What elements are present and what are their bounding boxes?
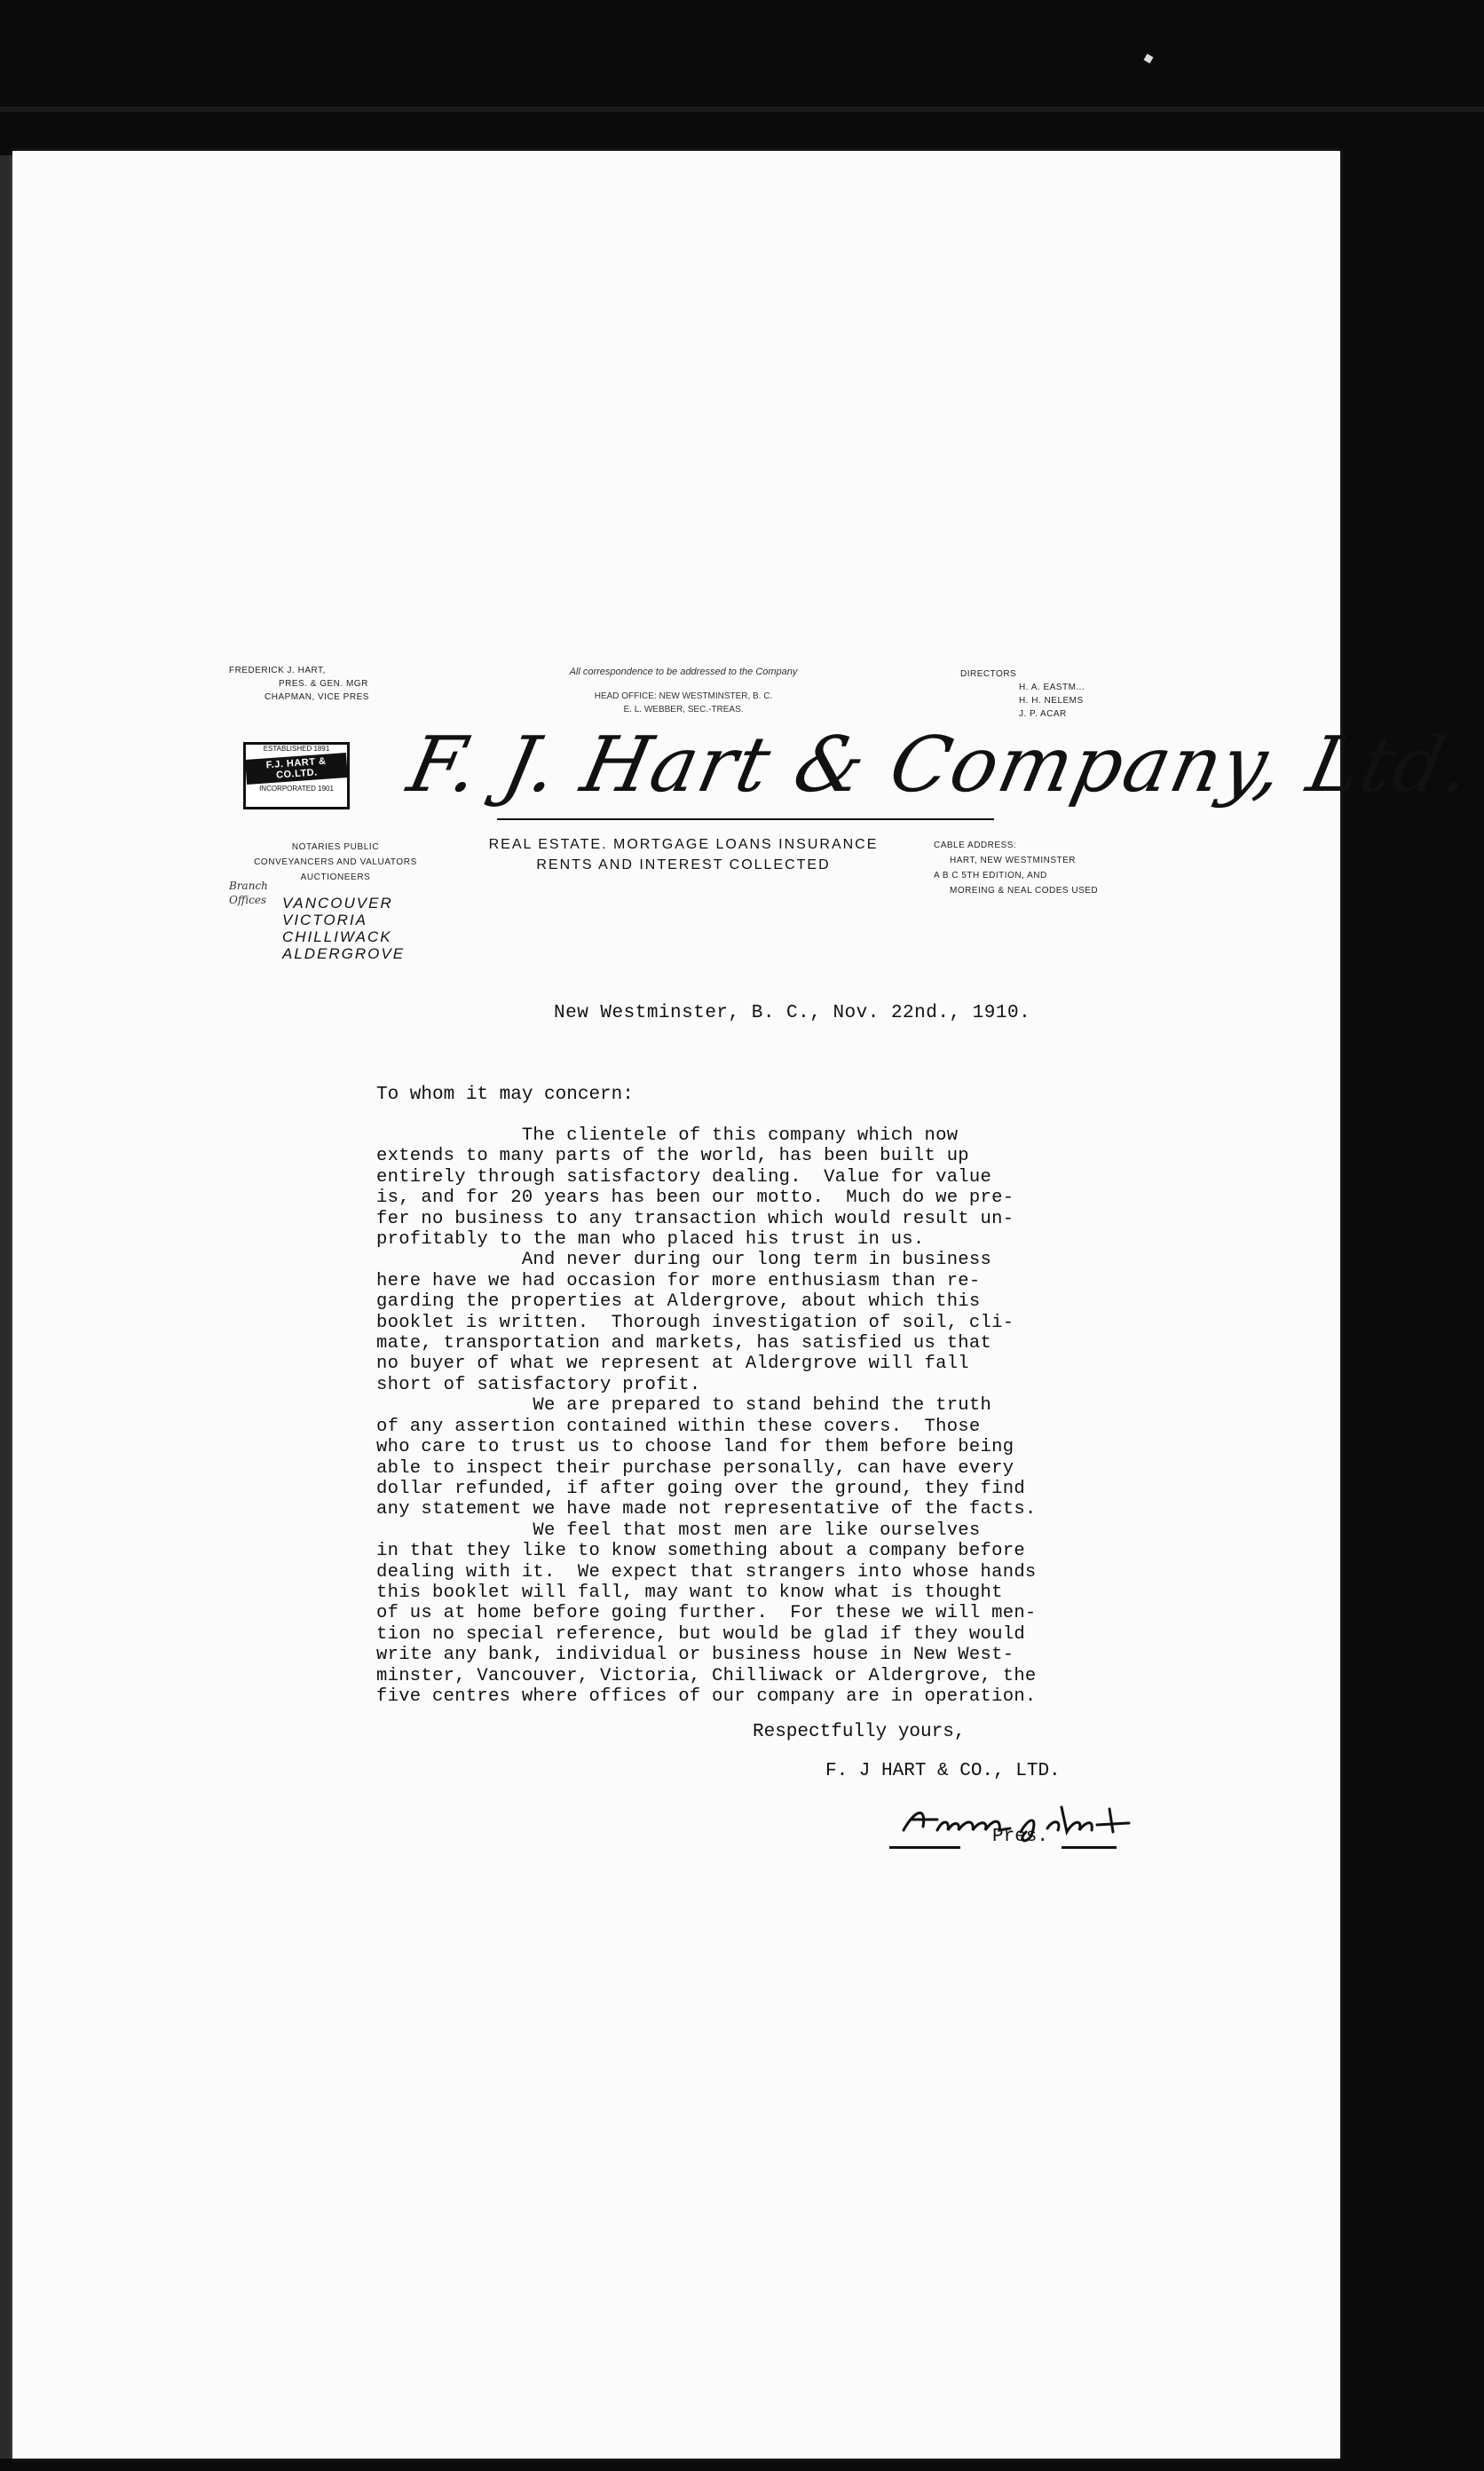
profession-line: AUCTIONEERS	[300, 872, 371, 882]
body-line: minster, Vancouver, Victoria, Chilliwack or Aldergrove, the	[376, 1665, 1037, 1686]
body-line: who care to trust us to choose land for them before being	[376, 1437, 1014, 1458]
body-line: write any bank, individual or business house in New West-	[376, 1645, 1014, 1666]
letter-body	[376, 1125, 1113, 1707]
body-line: of any assertion contained within these covers. Those	[376, 1416, 981, 1437]
signature-rule	[889, 1846, 960, 1849]
branch-item: CHILLIWACK	[282, 928, 392, 945]
body-line: this booklet will fall, may want to know what is thought	[376, 1582, 1003, 1603]
cable-block	[934, 838, 1182, 898]
logo-underline	[497, 818, 994, 820]
body-line: entirely through satisfactory dealing. Value for value	[376, 1166, 992, 1188]
director-name: J. P. ACAR	[1019, 709, 1067, 719]
page-edge-shadow	[0, 155, 12, 2459]
branch-label: Branch Offices	[229, 880, 268, 906]
signer-title: Pres.	[992, 1827, 1049, 1847]
body-line: And never during our long term in business	[376, 1250, 992, 1271]
stamp-established: ESTABLISHED 1891	[263, 745, 330, 753]
body-line: booklet is written. Thorough investigation of soil, cli-	[376, 1312, 1014, 1333]
closing: Respectfully yours,	[753, 1722, 966, 1742]
body-line: any statement we have made not representative of the facts.	[376, 1499, 1037, 1520]
services-block	[453, 834, 914, 875]
body-line: We are prepared to stand behind the truth	[376, 1395, 992, 1417]
body-line: profitably to the man who placed his trust in us.	[376, 1229, 925, 1251]
cable-address: HART, NEW WESTMINSTER	[950, 856, 1076, 865]
body-line: fer no business to any transaction which would result un-	[376, 1208, 1014, 1229]
body-line: garding the properties at Aldergrove, about which this	[376, 1291, 981, 1313]
body-line: here have we had occasion for more enthusiasm than re-	[376, 1270, 981, 1291]
branch-item: ALDERGROVE	[282, 945, 406, 962]
branch-list	[282, 895, 405, 962]
officers-block	[229, 664, 442, 704]
film-border	[0, 107, 1484, 112]
body-line: able to inspect their purchase personally, can have every	[376, 1457, 1014, 1479]
body-line: no buyer of what we represent at Aldergrove will fall	[376, 1354, 969, 1375]
company-logo: F. J. Hart & Company, Ltd.	[400, 721, 1481, 809]
body-line: The clientele of this company which now	[376, 1125, 959, 1146]
codes-line: A B C 5TH EDITION, AND	[934, 871, 1047, 880]
body-line: tion no special reference, but would be glad if they would	[376, 1623, 1025, 1645]
company-stamp	[243, 742, 350, 809]
body-line: mate, transportation and markets, has satisfied us that	[376, 1333, 992, 1354]
company-signoff: F. J HART & CO., LTD.	[825, 1761, 1061, 1781]
body-line: of us at home before going further. For these we will men-	[376, 1603, 1037, 1624]
letter-date: New Westminster, B. C., Nov. 22nd., 1910.	[554, 1003, 1031, 1023]
directors-block	[960, 667, 1173, 721]
film-speck	[1144, 54, 1154, 64]
profession-line: CONVEYANCERS AND VALUATORS	[254, 857, 417, 867]
body-line: five centres where offices of our company are in operation.	[376, 1685, 1037, 1707]
branch-item: VICTORIA	[282, 912, 367, 928]
body-line: We feel that most men are like ourselves	[376, 1520, 981, 1541]
body-line: dollar refunded, if after going over the ground, they find	[376, 1478, 1025, 1499]
correspondence-note: All correspondence to be addressed to the Company	[569, 667, 798, 677]
director-name: H. A. EASTM...	[1019, 683, 1085, 692]
branch-item: VANCOUVER	[282, 895, 393, 912]
stamp-incorporated: INCORPORATED 1901	[259, 785, 334, 793]
head-office: HEAD OFFICE: NEW WESTMINSTER, B. C.	[594, 691, 773, 701]
secretary: E. L. WEBBER, SEC.-TREAS.	[623, 705, 744, 714]
signature-rule	[1062, 1846, 1117, 1849]
body-line: dealing with it. We expect that strangers into whose hands	[376, 1561, 1037, 1583]
salutation: To whom it may concern:	[376, 1085, 634, 1105]
body-line: extends to many parts of the world, has been built up	[376, 1146, 969, 1167]
services-line: RENTS AND INTEREST COLLECTED	[536, 857, 831, 872]
body-line: short of satisfactory profit.	[376, 1374, 701, 1395]
director-name: H. H. NELEMS	[1019, 696, 1084, 706]
officer-line: PRES. & GEN. MGR	[279, 679, 368, 689]
services-line: REAL ESTATE. MORTGAGE LOANS INSURANCE	[488, 837, 879, 852]
head-office-block	[497, 664, 870, 715]
codes-line: MOREING & NEAL CODES USED	[950, 886, 1099, 896]
cable-label: CABLE ADDRESS:	[934, 841, 1017, 850]
body-line: is, and for 20 years has been our motto. Much do we pre-	[376, 1188, 1014, 1209]
profession-line: NOTARIES PUBLIC	[291, 842, 380, 852]
stamp-company: F.J. HART & CO.LTD.	[245, 753, 348, 785]
directors-label: DIRECTORS	[960, 669, 1017, 679]
officer-line: CHAPMAN, VICE PRES	[264, 692, 369, 702]
body-line: in that they like to know something about a company before	[376, 1541, 1025, 1562]
officer-line: FREDERICK J. HART,	[229, 666, 326, 675]
